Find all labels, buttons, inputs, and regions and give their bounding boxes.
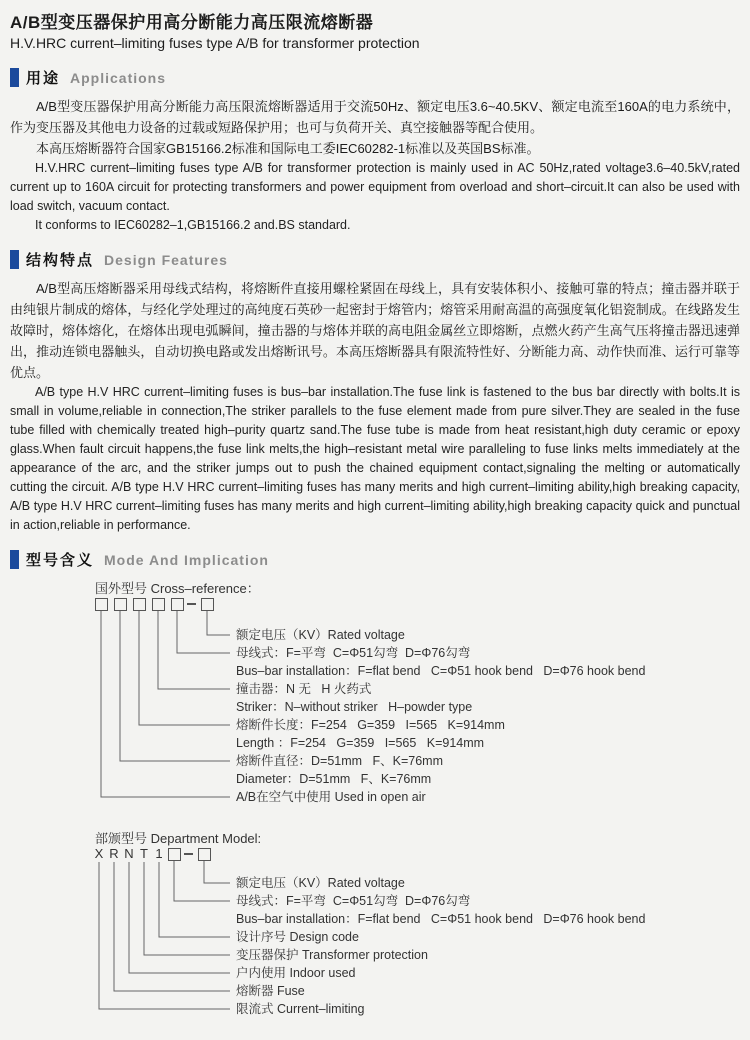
code-box-4 [152,598,165,611]
applications-paragraph-en-1: H.V.HRC current–limiting fuses type A/B for transformer protection is mainly used in AC 50Hz,rated voltage3.6–40.5kV,rated current up to 160A circuit for protecting transformers and power equipment from overload and short–circuit.It can also be used with load switch, vacuum contact. [10,161,740,213]
cross-reference-caption: 国外型号 Cross–reference： [95,581,260,596]
section-marker-bar [10,68,19,87]
label-striker-en: Striker：N–without striker H–powder type [236,700,473,714]
code-letter-x: X [94,846,104,861]
applications-heading [10,67,740,88]
label-current-limiting: 限流式 Current–limiting [236,1002,365,1016]
section-model-implication [10,549,740,1026]
label-busbar-en: Bus–bar installation：F=flat bend C=Φ51 hook bend D=Φ76 hook bend [236,664,646,678]
label-striker-zh: 撞击器：N 无 H 火药式 [236,682,372,696]
label-length-en: Length ：F=254 G=359 I=565 K=914mm [236,736,485,750]
design-heading-zh: 结构特点 [26,252,95,269]
code-box-5 [171,598,184,611]
design-paragraph-zh: A/B型高压熔断器采用母线式结构，将熔断件直接用螺栓紧固在母线上，具有安装体积小、接触可靠的特点；撞击器并联于由纯银片制成的熔体，与经化学处理过的高纯度石英砂一起密封于熔管内；熔管采用耐高温的高强度氧化铝瓷制成。在线路发生故障时，熔体熔化，在熔体出现电弧瞬间，撞击器的与熔体并联的高电阻金属丝立即熔断，点燃火药产生高气压将撞击器迅速弹出，推动连锁电器触头，自动切换电路或发出熔断讯号。本高压熔断器具有限流特性好、分断能力高、动作快而准、运行可靠等优点。 [10,281,740,380]
page-title-en: H.V.HRC current–limiting fuses type A/B for transformer protection [10,35,420,51]
code-dash [184,853,193,855]
section-design-features [10,249,740,535]
model-heading-zh: 型号含义 [26,552,95,569]
department-model-diagram [10,828,740,1026]
code-dash [187,603,196,605]
section-marker-bar [10,250,19,269]
applications-paragraph-zh-1: A/B型变压器保护用高分断能力高压限流熔断器适用于交流50Hz、额定电压3.6~40.5KV、额定电流至160A的电力系统中，作为变压器及其他电力设备的过载或短路保护用；也可与负荷开关、真空接触器等配合使用。 [10,99,740,135]
label-fuse: 熔断器 Fuse [236,984,305,998]
code-box-6 [201,598,214,611]
section-applications [10,67,740,235]
page-title-zh: A/B型变压器保护用高分断能力高压限流熔断器 [10,13,374,32]
applications-heading-en: Applications [70,69,167,86]
label-indoor-used: 户内使用 Indoor used [236,966,356,980]
label-design-code: 设计序号 Design code [236,930,359,944]
label-open-air: A/B在空气中使用 Used in open air [236,790,426,804]
code-box-2 [198,848,211,861]
applications-paragraph-zh-2: 本高压熔断器符合国家GB15166.2标准和国际电工委IEC60282-1标准以及英国BS标准。 [36,141,540,156]
code-box-1 [95,598,108,611]
code-box-1 [168,848,181,861]
label-length-zh: 熔断件长度：F=254 G=359 I=565 K=914mm [236,718,505,732]
model-heading [10,549,740,570]
department-model-caption: 部颁型号 Department Model: [95,831,262,846]
design-paragraph-en: A/B type H.V HRC current–limiting fuses is bus–bar installation.The fuse link is fastened to the bus bar directly with bolts.It is small in volume,reliable in connection,The striker parallels to the fuse element made from pure silver.They are sealed in the fuse tube filled with chemically treated high–purity quartz sand.The fuse tube is made from heat resistant,high duty ceramic or epoxy glass.When fault circuit happens,the fuse link melts,the high–resistant metal wire paralleling to fuse links melts immediately at the appearance of the arc, and the striker jumps out to push the chained equipment contact,signaling the melting or automatically cutting the circuit. A/B type H.V HRC current–limiting fuses has many merits and high current–limiting ability,high breaking capacity, A/B type H.V HRC current–limiting fuses has many merits and high current–limiting ability,high breaking capacity quick and punctual in action,reliable in performance. [10,385,740,532]
label-diameter-en: Diameter：D=51mm F、K=76mm [236,772,432,786]
applications-paragraph-en-2: It conforms to IEC60282–1,GB15166.2 and.BS standard. [35,218,351,232]
document-header [10,8,740,51]
code-letter-t: T [140,846,148,861]
label-diameter-zh: 熔断件直径：D=51mm F、K=76mm [236,754,443,768]
model-heading-en: Mode And Implication [104,551,269,568]
label-busbar-zh: 母线式：F=平弯 C=Φ51勾弯 D=Φ76勾弯 [236,894,471,908]
label-transformer-protection: 变压器保护 Transformer protection [236,948,428,962]
label-busbar-en: Bus–bar installation：F=flat bend C=Φ51 hook bend D=Φ76 hook bend [236,912,646,926]
design-heading-en: Design Features [104,251,228,268]
code-letter-r: R [109,846,119,861]
applications-heading-zh: 用途 [26,70,61,87]
code-box-3 [133,598,146,611]
design-heading [10,249,740,270]
label-busbar-zh: 母线式：F=平弯 C=Φ51勾弯 D=Φ76勾弯 [236,646,471,660]
code-letter-n: N [124,846,134,861]
code-box-2 [114,598,127,611]
cross-reference-diagram [10,578,740,814]
label-rated-voltage: 额定电压（KV）Rated voltage [236,876,405,890]
section-marker-bar [10,550,19,569]
code-digit-1: 1 [155,846,163,861]
label-rated-voltage: 额定电压（KV）Rated voltage [236,628,405,642]
